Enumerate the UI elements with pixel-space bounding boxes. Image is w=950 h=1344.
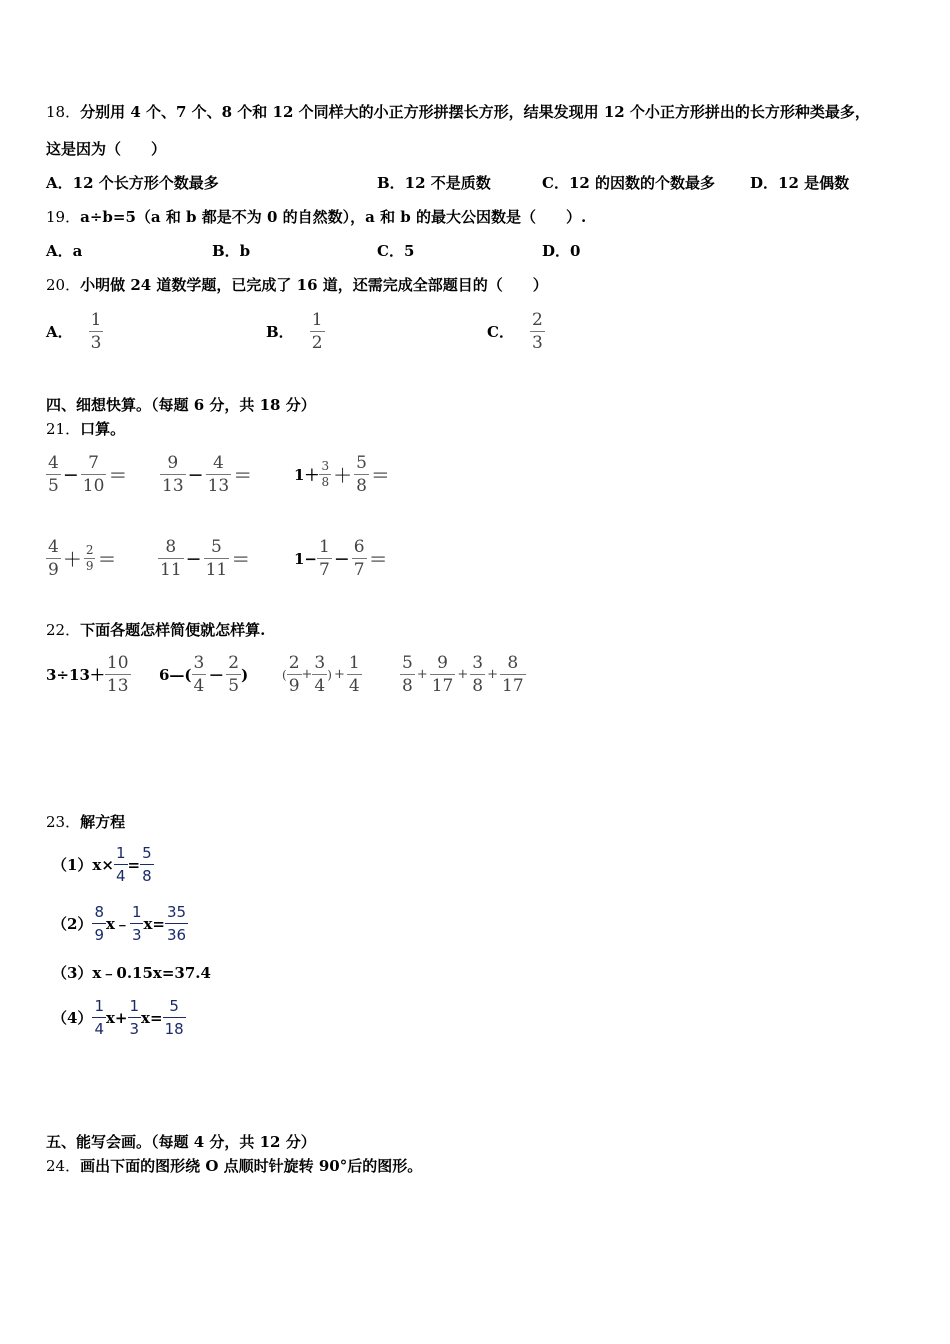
q21-row2-expr1 [46,536,119,581]
denominator: 3 [128,1017,142,1040]
q21-text: 21．口算。 [46,420,126,438]
fraction [84,543,96,574]
q23-text: 23．解方程 [46,813,126,831]
q18-option-a: A．12 个长方形个数最多 [46,174,219,192]
operator: ＝ [108,465,128,487]
fraction [160,452,186,497]
q22-text: 22．下面各题怎样简便就怎样算. [46,621,266,639]
expression-text: x+ [105,1008,128,1027]
numerator: 1 [115,844,126,862]
expression-text: A． [46,323,73,341]
section-5-heading: 五、能写会画。（每题 4 分，共 12 分） [46,1133,316,1151]
fraction [204,536,230,581]
operator: ＝ [97,549,117,571]
numerator: 3 [472,653,484,673]
numerator: 1 [311,310,323,330]
fraction [163,995,186,1040]
numerator: 8 [165,537,177,557]
fraction [158,536,184,581]
denominator: 3 [130,923,144,946]
denominator: 13 [106,676,129,696]
denominator: 18 [163,1017,186,1040]
denominator: 7 [353,560,365,580]
q23-equation-3: （3）x﹣0.15x=37.4 [52,964,211,982]
expression-text: 1− [294,549,318,568]
denominator: 11 [205,560,228,580]
fraction [310,309,325,354]
denominator: 10 [82,476,105,496]
q19-option-a: A．a [46,242,83,260]
denominator: 7 [319,560,330,580]
fraction [226,652,241,697]
fraction [92,901,106,946]
operator: − [62,463,79,486]
q21-row2-expr2 [158,536,252,581]
q23-equation-2 [52,901,188,946]
expression-text: x﹣ [105,915,130,933]
denominator: 8 [356,476,367,496]
q21-row1-expr2 [160,452,254,497]
expression-text: B． [266,323,294,341]
q18-option-b: B．12 不是质数 [377,174,491,192]
q18-option-c: C．12 的因数的个数最多 [542,174,716,192]
expression-text: + [416,667,428,682]
denominator: 13 [162,476,184,496]
q20-option-c [487,309,545,354]
numerator: 3 [321,459,330,473]
q19-option-b: B．b [212,242,251,260]
numerator: 9 [167,453,179,473]
numerator: 2 [288,653,300,673]
operator: − [185,547,202,570]
q22-expr1 [46,652,131,697]
expression-text: C． [487,323,514,341]
denominator: 3 [90,333,102,353]
expression-text: + [301,667,313,682]
numerator: 4 [212,453,224,473]
fraction [128,995,142,1040]
numerator: 8 [94,903,104,921]
fraction [92,995,106,1040]
fraction [130,901,144,946]
fraction [319,459,331,490]
operator: ＝ [233,465,253,487]
expression-text: ( [282,667,287,682]
expression-text: 1＋ [294,466,320,484]
denominator: 8 [472,676,484,696]
q22-expr3 [282,652,362,697]
denominator: 17 [502,676,524,696]
q23-equation-4 [52,995,186,1040]
fraction [46,452,61,497]
expression-text: + [333,667,345,682]
numerator: 2 [531,310,543,330]
expression-text: = [127,855,141,874]
numerator: 8 [507,653,519,673]
numerator: 5 [402,653,413,673]
denominator: 8 [321,475,330,489]
fraction [46,536,61,581]
section-4-heading: 四、细想快算。（每题 6 分，共 18 分） [46,396,316,414]
fraction [165,901,188,946]
expression-text: 6—( [159,665,192,684]
q21-row2-expr3 [294,536,390,581]
denominator: 9 [288,676,300,696]
numerator: 10 [106,653,129,673]
fraction [140,842,154,887]
fraction [105,652,131,697]
fraction [430,652,456,697]
denominator: 2 [311,333,323,353]
fraction [530,309,545,354]
fraction [352,536,367,581]
operator: ＝ [368,549,388,571]
fraction [500,652,526,697]
numerator: 1 [129,997,140,1015]
numerator: 1 [90,310,102,330]
operator: ＝ [231,549,251,571]
q20-text: 20．小明做 24 道数学题，已完成了 16 道，还需完成全部题目的（ ） [46,276,548,294]
denominator: 5 [48,476,59,496]
expression-text: （1）x× [52,856,114,874]
denominator: 9 [92,923,106,946]
expression-text: （2） [52,915,93,933]
denominator: 3 [531,333,543,353]
fraction [81,452,107,497]
fraction [400,652,415,697]
numerator: 5 [142,844,152,862]
numerator: 9 [437,653,448,673]
fraction [317,536,332,581]
expression-text: （4） [52,1009,93,1027]
numerator: 2 [85,543,94,557]
operator: ＋ [62,549,82,571]
expression-text: 3÷13＋ [46,666,105,684]
numerator: 6 [353,537,365,557]
q20-option-b [266,309,325,354]
denominator: 8 [140,864,154,887]
fraction [192,652,207,697]
denominator: 4 [314,676,326,696]
denominator: 9 [85,559,94,573]
q23-equation-1 [52,842,154,887]
q18-line1: 18．分别用 4 个、7 个、8 个和 12 个同样大的小正方形拼摆长方形，结果发现用 12 个小正方形拼出的长方形种类最多， [46,103,870,121]
numerator: 4 [48,453,59,473]
denominator: 4 [193,676,205,696]
numerator: 35 [167,903,187,921]
numerator: 5 [210,537,222,557]
operator: ＝ [370,465,390,487]
expression-text: ) [241,665,249,684]
fraction [312,652,327,697]
fraction [206,452,232,497]
q18-line2: 这是因为（ ） [46,140,167,158]
q24-text: 24．画出下面的图形绕 O 点顺时针旋转 90°后的图形。 [46,1157,423,1175]
denominator: 4 [114,864,128,887]
denominator: 4 [348,676,360,696]
numerator: 5 [356,453,367,473]
fraction [287,652,302,697]
q19-text: 19．a÷b=5（a 和 b 都是不为 0 的自然数），a 和 b 的最大公因数是（ ）. [46,208,587,226]
numerator: 3 [314,653,326,673]
denominator: 17 [431,676,454,696]
fraction [347,652,362,697]
denominator: 4 [92,1017,106,1040]
q22-expr2 [159,652,248,697]
q22-expr4 [400,652,526,697]
denominator: 13 [207,476,230,496]
numerator: 1 [319,537,330,557]
fraction [114,842,128,887]
denominator: 8 [402,676,413,696]
operator: − [333,547,350,570]
q18-option-d: D．12 是偶数 [750,174,850,192]
fraction [89,309,104,354]
q19-option-d: D．0 [542,242,581,260]
q21-row1-expr3 [294,452,392,497]
expression-text: + [487,667,499,682]
expression-text: x= [141,1008,163,1027]
numerator: 7 [88,453,99,473]
operator: ＋ [333,465,353,487]
fraction [470,652,485,697]
operator: − [187,463,204,486]
expression-text: x= [143,914,165,933]
numerator: 1 [94,997,104,1015]
numerator: 4 [48,537,59,557]
q19-option-c: C．5 [377,242,415,260]
operator: − [208,663,225,686]
numerator: 1 [348,653,360,673]
expression-text: + [457,667,469,682]
numerator: 3 [193,653,205,673]
denominator: 5 [228,676,240,696]
denominator: 11 [160,560,182,580]
numerator: 5 [169,997,179,1015]
q20-option-a [46,309,103,354]
denominator: 9 [48,560,59,580]
q21-row1-expr1 [46,452,129,497]
numerator: 2 [228,653,240,673]
expression-text: ) [327,667,332,682]
fraction [354,452,369,497]
denominator: 36 [165,923,188,946]
numerator: 1 [131,903,142,921]
